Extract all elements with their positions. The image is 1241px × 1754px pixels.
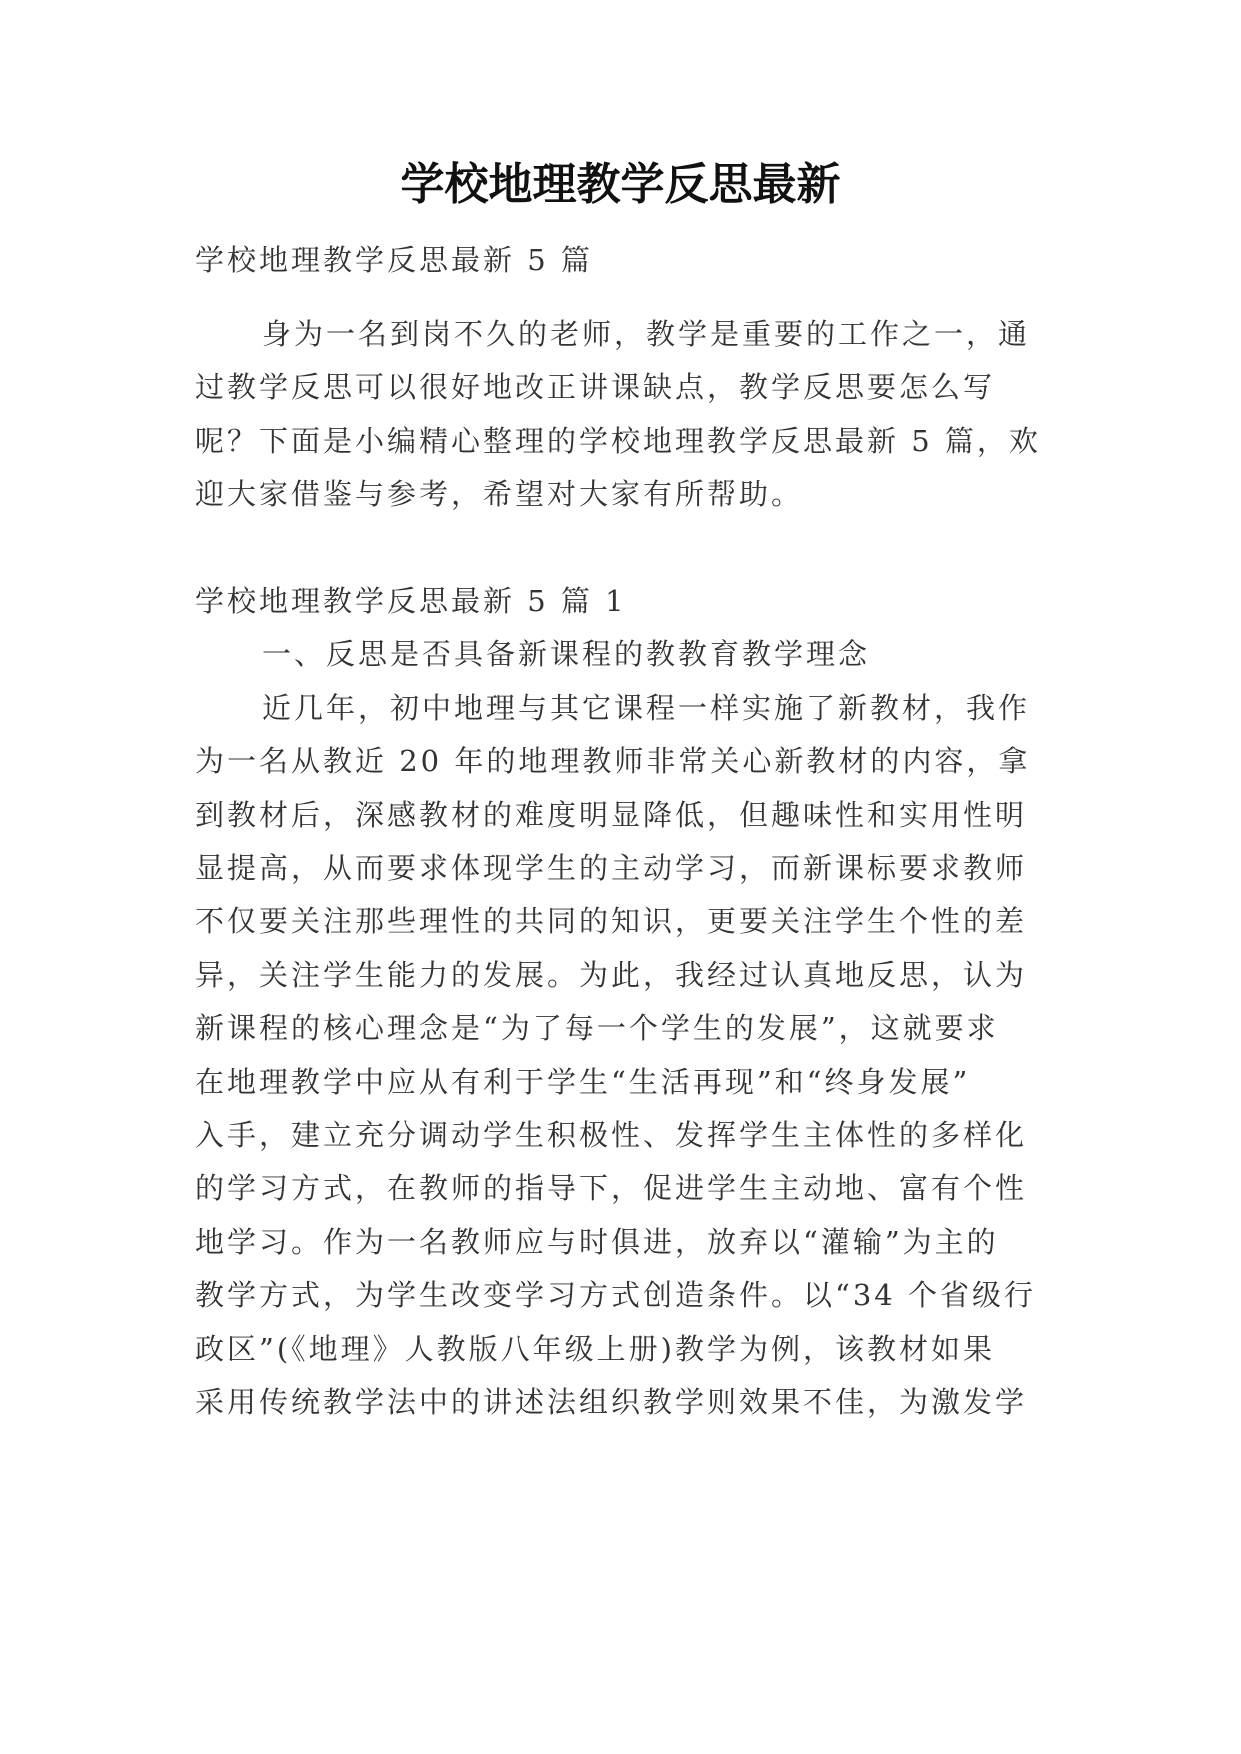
body-line: 地学习。作为一名教师应与时俱进，放弃以“灌输”为主的: [195, 1225, 999, 1259]
document-title: 学校地理教学反思最新: [400, 159, 841, 210]
intro-line: 呢？下面是小编精心整理的学校地理教学反思最新 5 篇，欢: [195, 424, 1041, 458]
body-line: 到教材后，深感教材的难度明显降低，但趣味性和实用性明: [195, 798, 1028, 832]
section-point-heading: 一、反思是否具备新课程的教教育教学理念: [262, 637, 871, 671]
body-line: 新课程的核心理念是“为了每一个学生的发展”，这就要求: [195, 1011, 999, 1045]
body-line: 异，关注学生能力的发展。为此，我经过认真地反思，认为: [195, 958, 1028, 992]
intro-line: 身为一名到岗不久的老师，教学是重要的工作之一，通: [262, 317, 1031, 351]
body-line: 不仅要关注那些理性的共同的知识，更要关注学生个性的差: [195, 904, 1028, 938]
intro-line: 迎大家借鉴与参考，希望对大家有所帮助。: [195, 477, 804, 511]
document-subtitle: 学校地理教学反思最新 5 篇: [195, 243, 593, 277]
body-line: 的学习方式，在教师的指导下，促进学生主动地、富有个性: [195, 1171, 1028, 1205]
intro-line: 过教学反思可以很好地改正讲课缺点，教学反思要怎么写: [195, 370, 996, 404]
body-line: 入手，建立充分调动学生积极性、发挥学生主体性的多样化: [195, 1118, 1028, 1152]
body-line: 采用传统教学法中的讲述法组织教学则效果不佳，为激发学: [195, 1385, 1028, 1419]
body-line: 显提高，从而要求体现学生的主动学习，而新课标要求教师: [195, 851, 1028, 885]
body-line: 教学方式，为学生改变学习方式创造条件。以“34 个省级行: [195, 1278, 1036, 1312]
body-line: 近几年，初中地理与其它课程一样实施了新教材，我作: [262, 691, 1031, 725]
body-line: 为一名从教近 20 年的地理教师非常关心新教材的内容，拿: [195, 744, 1031, 778]
body-line: 政区”(《地理》人教版八年级上册)教学为例，该教材如果: [195, 1332, 995, 1366]
section-heading: 学校地理教学反思最新 5 篇 1: [195, 584, 627, 618]
body-line: 在地理教学中应从有利于学生“生活再现”和“终身发展”: [195, 1065, 971, 1099]
